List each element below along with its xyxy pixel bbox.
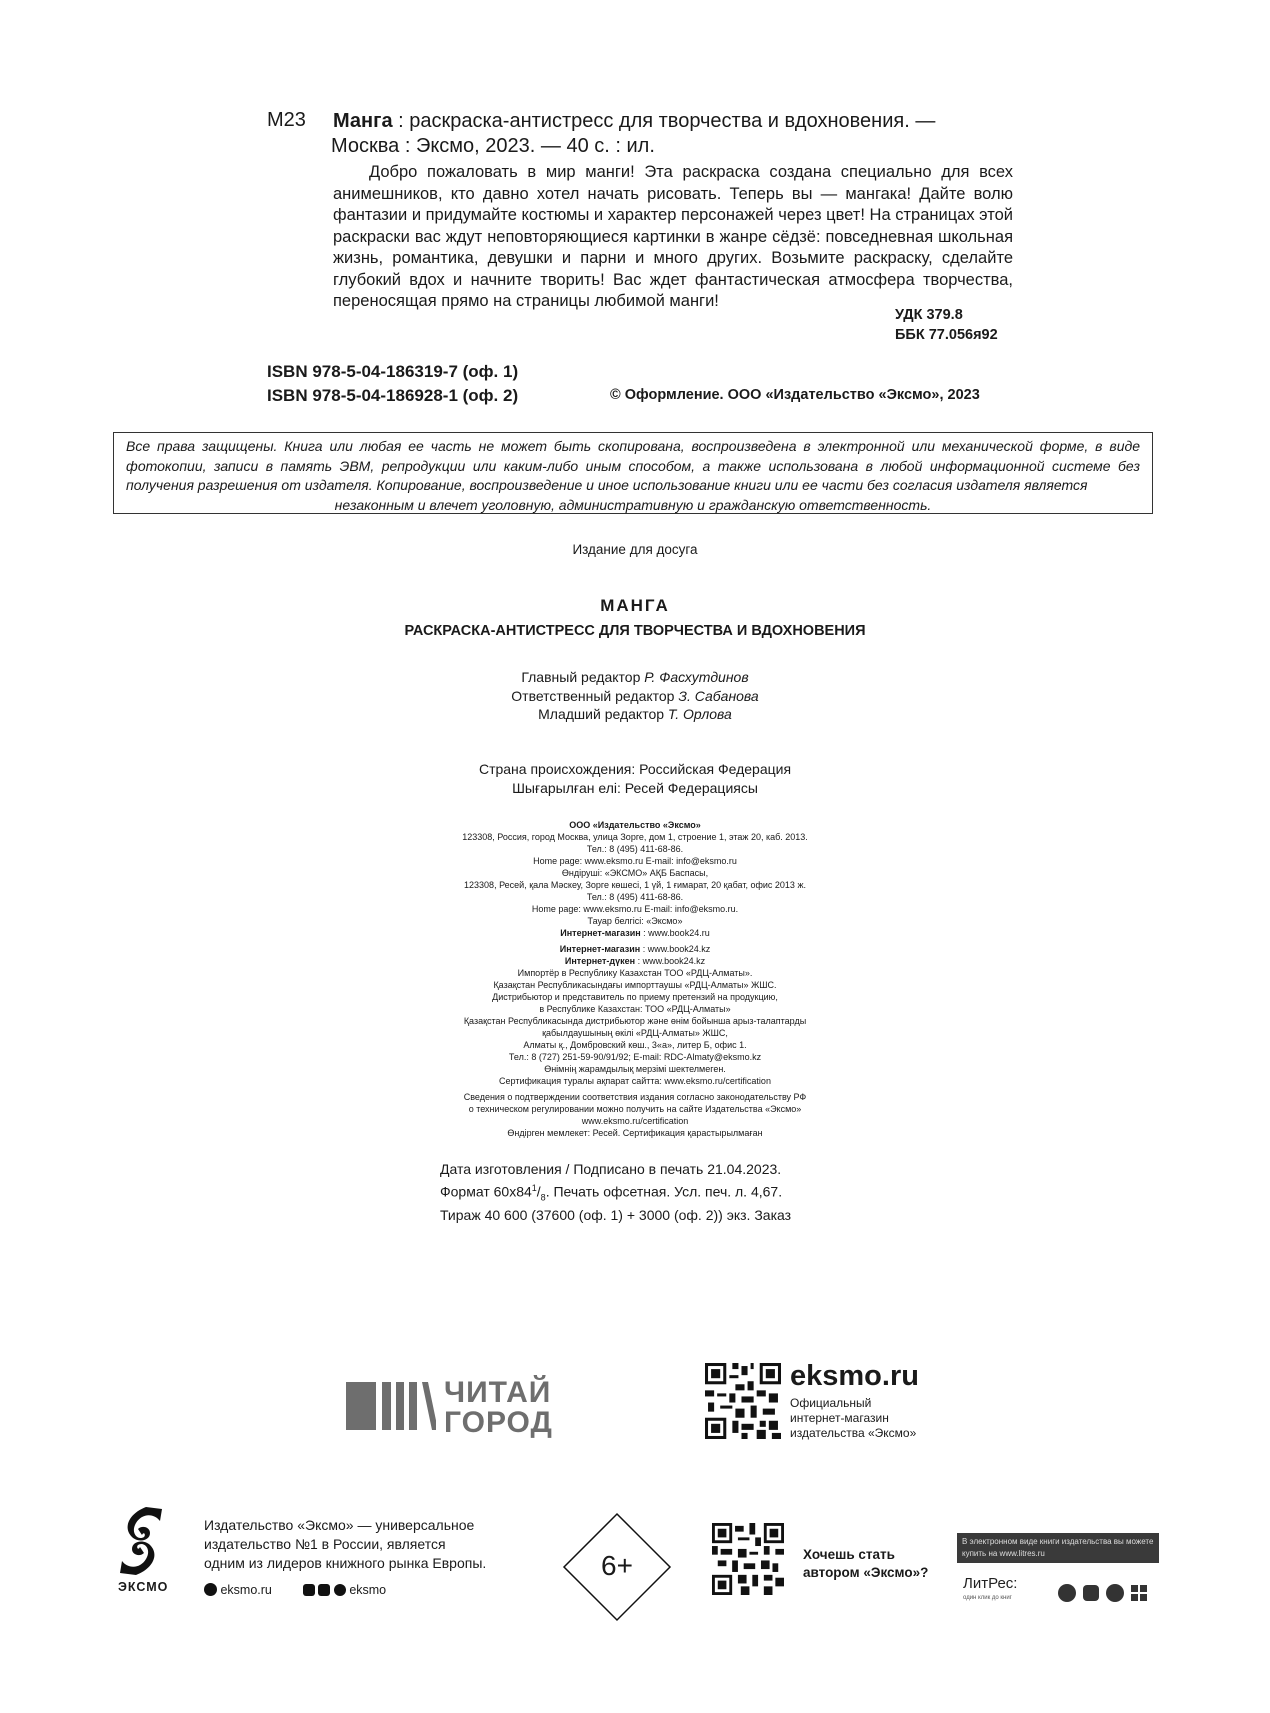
catalog-code: М23 bbox=[267, 109, 306, 131]
litres-banner[interactable] bbox=[957, 1533, 1159, 1615]
classification-codes bbox=[895, 305, 998, 345]
bibliographic-record bbox=[333, 109, 1013, 159]
imprint-line: Сведения о подтверждении соответствия издания согласно законодательству РФ bbox=[463, 1092, 807, 1102]
chitai-gorod-logo-icon bbox=[346, 1380, 436, 1432]
desc-line: издательства «Эксмо» bbox=[790, 1426, 917, 1440]
imprint-line: Алматы қ., Домбровский көш., 3«а», литер Б, офис 1. bbox=[523, 1040, 747, 1050]
copyright-notice: © Оформление. ООО «Издательство «Эксмо», 2023 bbox=[610, 387, 980, 403]
chitai-line-1: ЧИТАЙ bbox=[444, 1376, 552, 1409]
imprint-line: Тел.: 8 (495) 411-68-86. bbox=[586, 892, 684, 902]
eksmo-logo-name: ЭКСМО bbox=[118, 1580, 169, 1594]
book-subtitle: РАСКРАСКА-АНТИСТРЕСС ДЛЯ ТВОРЧЕСТВА И ВДОХНОВЕНИЯ bbox=[404, 623, 866, 639]
rights-notice-box bbox=[113, 432, 1153, 514]
print-date: Дата изготовления / Подписано в печать 21.04.2023. bbox=[440, 1161, 782, 1177]
imprint-line bbox=[0, 943, 1270, 955]
editor-chief bbox=[0, 668, 1270, 687]
editor-name: З. Сабанова bbox=[678, 687, 759, 704]
imprint-line: Өндіруші: «ЭКСМО» АҚБ Баспасы, bbox=[561, 868, 709, 878]
eksmo-logo-icon bbox=[116, 1505, 166, 1577]
rights-text-last: незаконным и влечет уголовную, административную и гражданскую ответственность. bbox=[334, 496, 932, 513]
editor-responsible bbox=[0, 687, 1270, 706]
editor-name: Р. Фасхутдинов bbox=[644, 669, 749, 685]
format-text: Формат 60x84 bbox=[440, 1183, 532, 1200]
litres-text: купить на www.litres.ru bbox=[962, 1549, 1045, 1558]
country-ru: Страна происхождения: Российская Федерация bbox=[478, 761, 792, 777]
about-line: Издательство «Эксмо» — универсальное bbox=[204, 1517, 475, 1533]
imprint-line: ООО «Издательство «Эксмо» bbox=[569, 820, 701, 830]
imprint-line: Қазақстан Республикасында дистрибьютор және өнім бойынша арыз-талаптарды bbox=[463, 1016, 807, 1026]
imprint-line: Өнімнің жарамдылық мерзімі шектелмеген. bbox=[544, 1064, 726, 1074]
imprint-line: қабылдаушының өкілі «РДЦ-Алматы» ЖШС, bbox=[542, 1028, 728, 1038]
print-run: Тираж 40 600 (37600 (оф. 1) + 3000 (оф. 2)) экз. Заказ bbox=[440, 1207, 792, 1224]
print-format: Формат $60x84^1/_8$. Печать офсетная. Усл. печ. л. 4,67. bbox=[440, 1182, 783, 1202]
vk-icon[interactable] bbox=[303, 1584, 315, 1596]
about-line: издательство №1 в России, является bbox=[204, 1536, 446, 1552]
globe-icon bbox=[204, 1583, 217, 1596]
imprint-bold: Интернет-магазин bbox=[559, 944, 641, 954]
country-of-origin bbox=[0, 760, 1270, 797]
author-line: автором «Эксмо»? bbox=[803, 1565, 929, 1580]
publisher-line: Москва : Эксмо, 2023. — 40 с. : ил. bbox=[331, 135, 655, 157]
social-handle[interactable]: eksmo bbox=[349, 1583, 387, 1597]
chitai-gorod-wordmark bbox=[444, 1378, 553, 1438]
editor-role: Ответственный редактор bbox=[511, 687, 679, 704]
bbk-code: ББК 77.056я92 bbox=[895, 327, 998, 343]
imprint-bold: Интернет-магазин bbox=[560, 928, 641, 938]
eksmo-links bbox=[204, 1583, 386, 1597]
imprint-line: Сертификация туралы ақпарат сайтта: www.eksmo.ru/certification bbox=[499, 1076, 771, 1086]
desc-line: Официальный bbox=[790, 1396, 872, 1410]
format-sup: 1 bbox=[531, 1182, 537, 1193]
eksmo-shop-description bbox=[790, 1396, 916, 1441]
chitai-line-2: ГОРОД bbox=[444, 1406, 553, 1439]
litres-slogan: один клик до книг bbox=[963, 1595, 1012, 1601]
imprint-line: Тауар белгісі: «Эксмо» bbox=[587, 916, 683, 926]
author-line: Хочешь стать bbox=[803, 1547, 895, 1562]
imprint-line: Тел.: 8 (495) 411-68-86. bbox=[586, 844, 684, 854]
eksmo-site-link[interactable]: eksmo.ru bbox=[790, 1360, 919, 1392]
editor-role: Главный редактор bbox=[521, 669, 645, 685]
imprint-line: Дистрибьютор и представитель по приему претензий на продукцию, bbox=[492, 992, 778, 1002]
about-line: одним из лидеров книжного рынка Европы. bbox=[204, 1555, 487, 1571]
imprint-url: : www.book24.kz bbox=[635, 956, 706, 966]
age-rating-badge bbox=[562, 1512, 672, 1622]
imprint-line bbox=[0, 927, 1270, 939]
author-qr-code-icon[interactable] bbox=[712, 1523, 784, 1595]
editors-list bbox=[0, 668, 1270, 724]
imprint-line bbox=[0, 955, 1270, 967]
android-icon bbox=[1083, 1585, 1099, 1601]
imprint-line: Тел.: 8 (727) 251-59-90/91/92; E-mail: RDC-Almaty@eksmo.kz bbox=[508, 1052, 762, 1062]
imprint-line: 123308, Россия, город Москва, улица Зорге, дом 1, строение 1, этаж 20, каб. 2013. bbox=[462, 832, 808, 842]
telegram-icon[interactable] bbox=[334, 1584, 346, 1596]
country-kz: Шығарылған елі: Ресей Федерациясы bbox=[512, 779, 758, 796]
format-text-2: . Печать офсетная. Усл. печ. л. 4,67. bbox=[545, 1183, 783, 1200]
age-rating: 6+ bbox=[601, 1550, 633, 1581]
ok-icon[interactable] bbox=[318, 1584, 330, 1596]
imprint-line: о техническом регулировании можно получить на сайте Издательства «Эксмо» bbox=[468, 1104, 802, 1114]
book-title-rest: : раскраска-антистресс для творчества и вдохновения. — bbox=[392, 110, 936, 132]
udk-code: УДК 379.8 bbox=[895, 307, 963, 323]
app-store-icons bbox=[1055, 1581, 1155, 1605]
editor-role: Младший редактор bbox=[538, 706, 668, 722]
imprint-line: Импортёр в Республику Казахстан ТОО «РДЦ-Алматы». bbox=[517, 968, 753, 978]
eksmo-qr-code-icon[interactable] bbox=[705, 1363, 781, 1439]
editor-name: Т. Орлова bbox=[667, 706, 732, 722]
litres-logo: ЛитРес: bbox=[963, 1575, 1018, 1592]
annotation bbox=[333, 162, 1013, 313]
isbn-2: ISBN 978-5-04-186928-1 (оф. 2) bbox=[267, 386, 519, 405]
eksmo-about bbox=[204, 1516, 486, 1573]
annotation-text: Добро пожаловать в мир манги! Эта раскраска создана специально для всех анимешников, кто давно хотел начать рисовать. Теперь вы — мангака! Дайте волю фантазии и придумайте костюмы и характер персонажей через цвет! На страницах этой раскраски вас ждут неповторяющиеся картинки в жанре сёдзё: повседневная школьная жизнь, романтика, девушки и парни и много других. Возьмите раскраску, сделайте глубокий вдох и начните творить! Вас ждет фантастическая атмосфера творчества, переносящая прямо на страницы любимой манги! bbox=[333, 163, 1013, 310]
book-title: МАНГА bbox=[600, 596, 670, 615]
isbn-1: ISBN 978-5-04-186319-7 (оф. 1) bbox=[267, 362, 519, 381]
rights-text: Все права защищены. Книга или любая ее часть не может быть скопирована, воспроизведена в электронной или механической форме, в виде фотокопии, записи в память ЭВМ, репродукции или каким-либо иным способом, а также использована в любой информационной системе без получения разрешения от издателя. Копирование, воспроизведение и иное использование книги или ее части без согласия издателя является bbox=[126, 438, 1140, 493]
imprint-line: Home page: www.eksmo.ru E-mail: info@eksmo.ru. bbox=[531, 904, 739, 914]
imprint-url: : www.book24.ru bbox=[640, 928, 710, 938]
site-link[interactable]: eksmo.ru bbox=[220, 1583, 272, 1597]
format-sub: 8 bbox=[540, 1191, 546, 1202]
litres-top-bar bbox=[957, 1533, 1159, 1563]
isbn-block bbox=[267, 360, 518, 408]
imprint-line: Home page: www.eksmo.ru E-mail: info@eksmo.ru bbox=[533, 856, 737, 866]
windows-phone-icon bbox=[1106, 1584, 1124, 1602]
publisher-imprint bbox=[0, 819, 1270, 1139]
imprint-line: www.eksmo.ru/certification bbox=[581, 1116, 689, 1126]
imprint-line: Қазақстан Республикасындағы импорттаушы «РДЦ-Алматы» ЖШС. bbox=[493, 980, 777, 990]
book-title-bold: Манга bbox=[333, 110, 393, 132]
edition-type: Издание для досуга bbox=[572, 542, 698, 557]
imprint-url: : www.book24.kz bbox=[640, 944, 711, 954]
litres-text: В электронном виде книги издательства вы можете bbox=[962, 1537, 1154, 1546]
imprint-line: в Республике Казахстан: ТОО «РДЦ-Алматы» bbox=[539, 1004, 731, 1014]
become-author-prompt[interactable] bbox=[803, 1546, 928, 1582]
apple-icon bbox=[1058, 1584, 1076, 1602]
imprint-line: Өндірген мемлекет: Ресей. Сертификация қарастырылмаған bbox=[507, 1128, 763, 1138]
desc-line: интернет-магазин bbox=[790, 1411, 889, 1425]
imprint-bold: Интернет-дүкен bbox=[564, 956, 636, 966]
imprint-line: 123308, Ресей, қала Мәскеу, Зорге көшесі, 1 үй, 1 ғимарат, 20 қабат, офис 2013 ж. bbox=[464, 880, 806, 890]
production-info bbox=[440, 1160, 791, 1225]
editor-junior bbox=[0, 705, 1270, 724]
